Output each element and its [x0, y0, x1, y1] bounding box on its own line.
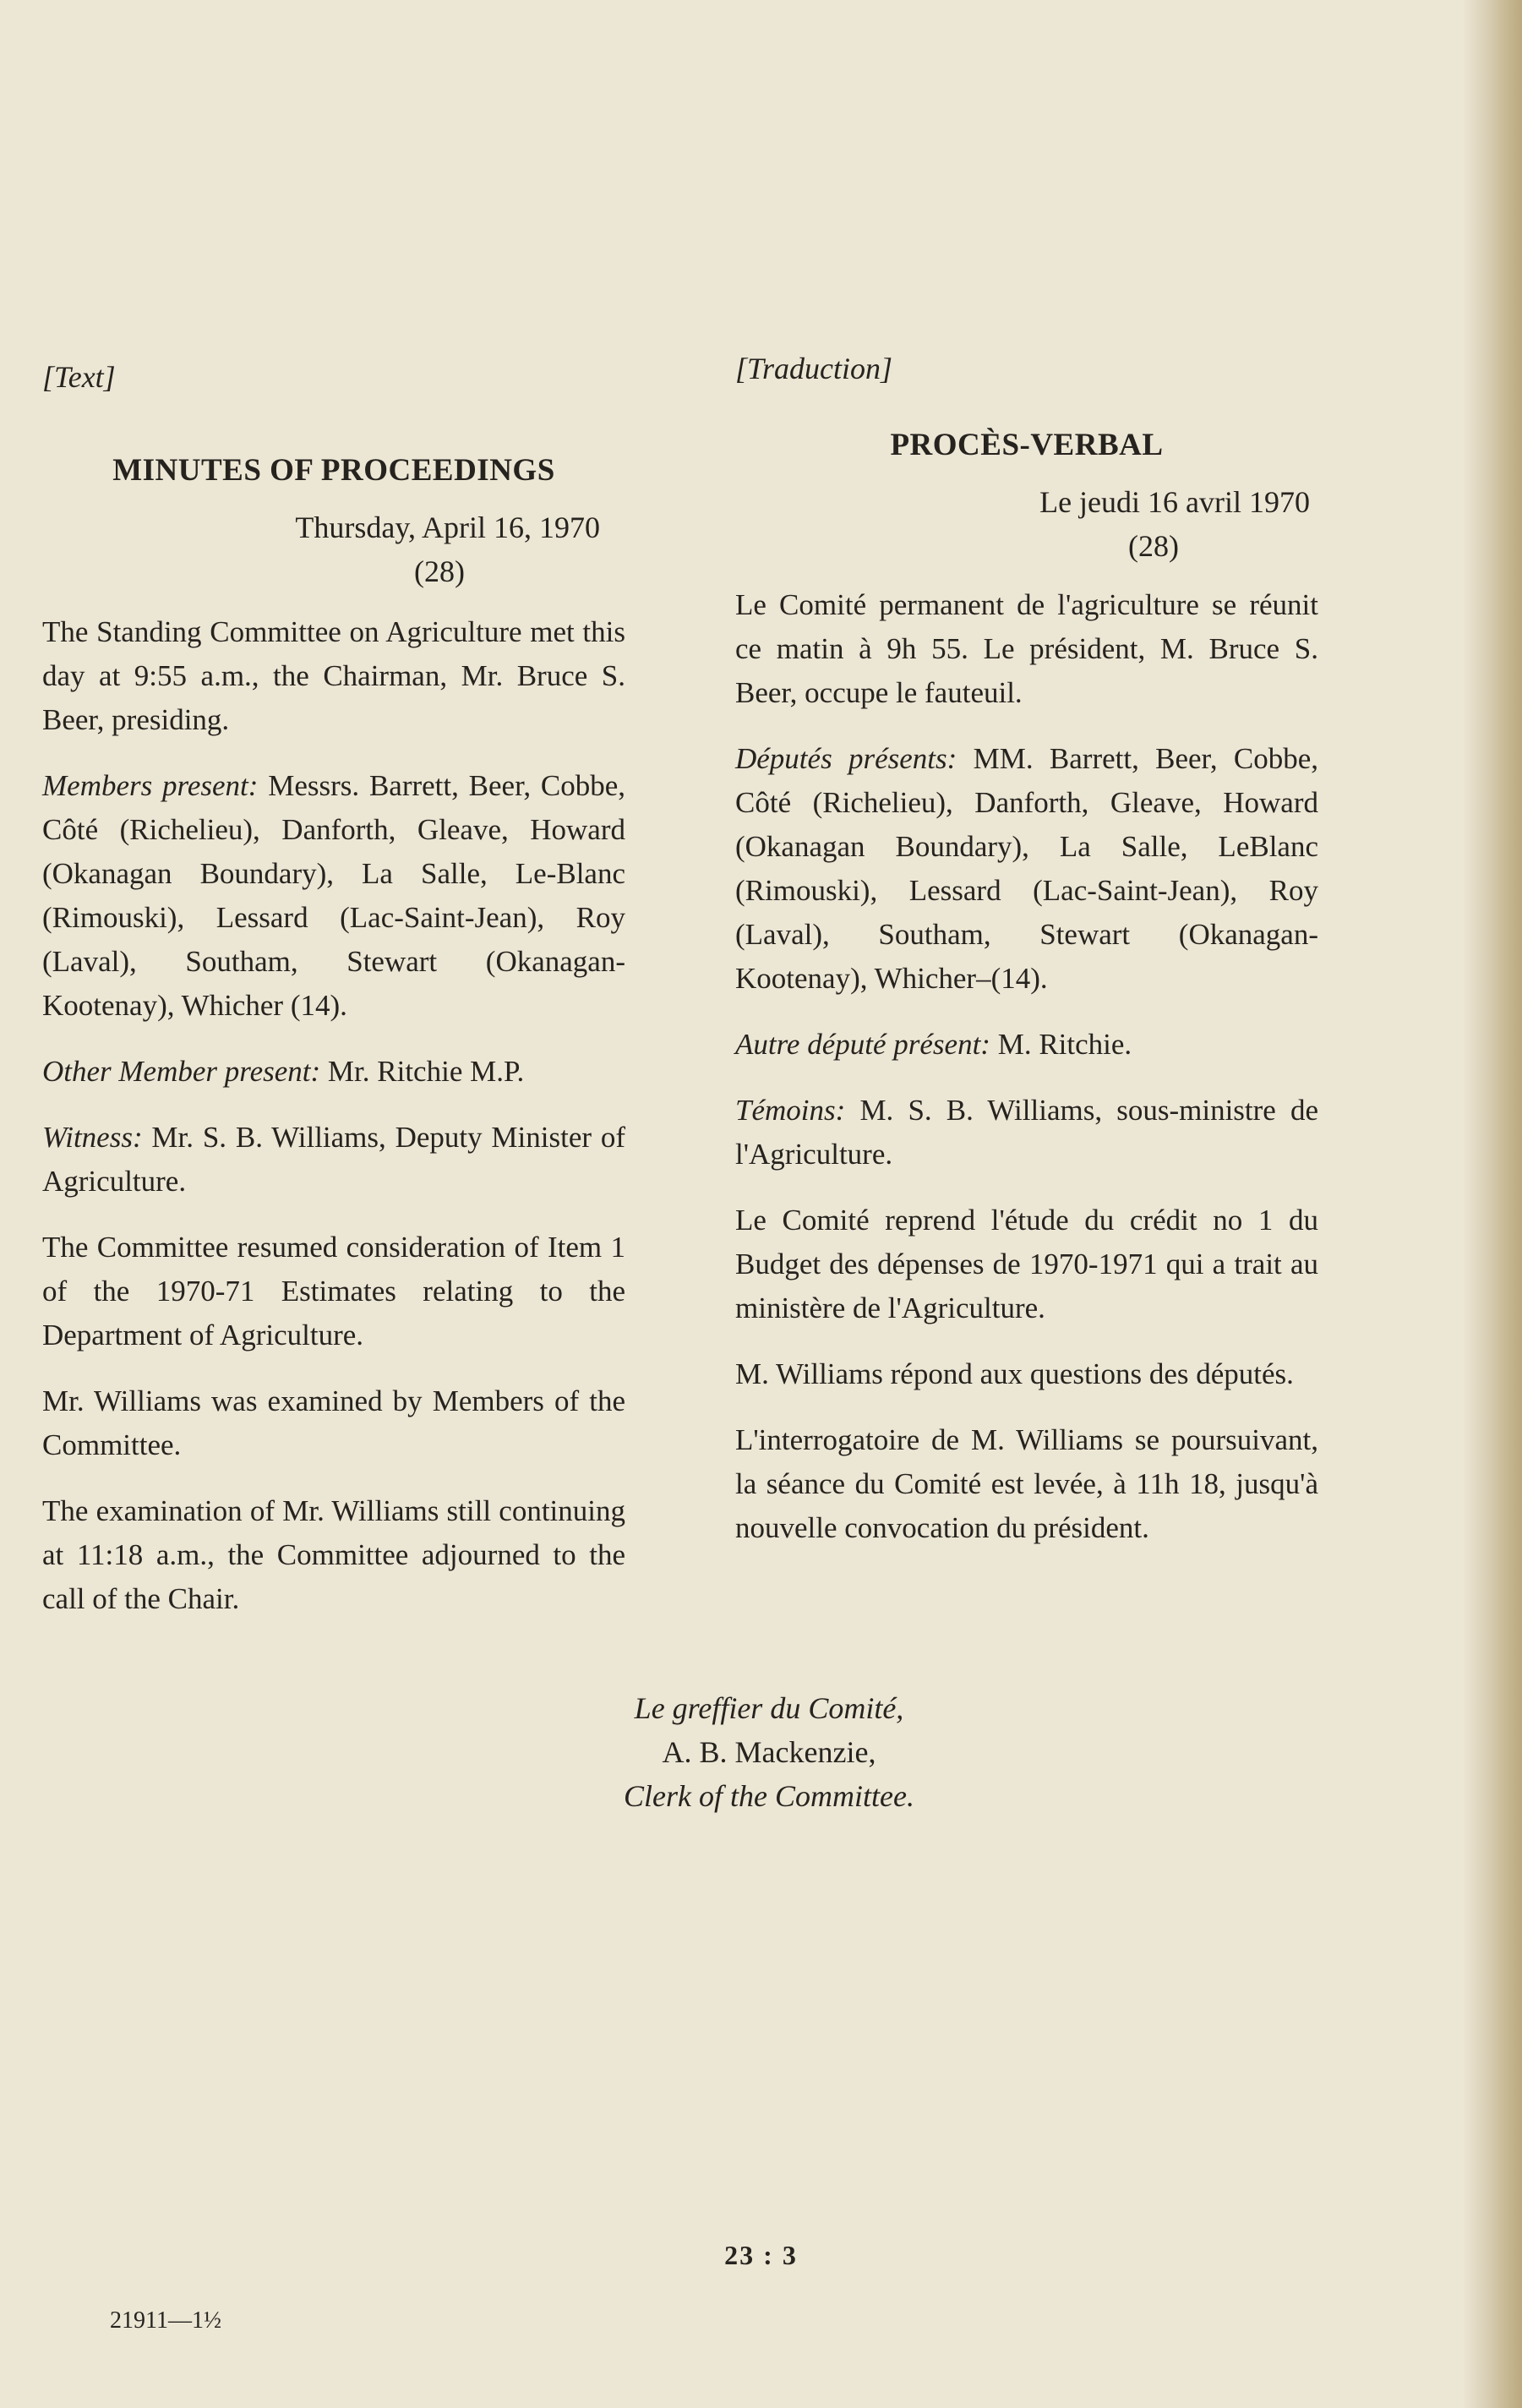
french-members-label: Députés présents: — [735, 742, 957, 775]
signature-clerk-french: Le greffier du Comité, — [634, 1691, 904, 1725]
signature-name: A. B. Mackenzie, — [662, 1735, 876, 1769]
proces-verbal-heading: PROCÈS-VERBAL — [890, 428, 1164, 462]
french-column — [735, 351, 1318, 1550]
other-member-present — [42, 1050, 625, 1094]
resumed-paragraph: The Committee resumed consideration of Item 1 of the 1970-71 Estimates relating to the Department of Agriculture. — [42, 1231, 625, 1351]
page-folio: 23 : 3 — [724, 2240, 798, 2270]
signature-clerk-english: Clerk of the Committee. — [624, 1779, 914, 1813]
french-witness-label: Témoins: — [735, 1094, 846, 1127]
french-resumed-paragraph: Le Comité reprend l'étude du crédit no 1 du Budget des dépenses de 1970-1971 qui a trait au ministère de l'Agriculture. — [735, 1204, 1318, 1324]
other-member-label: Other Member present: — [42, 1055, 321, 1088]
french-witness — [735, 1089, 1318, 1177]
witness-name: Mr. S. B. Williams, Deputy Minister of Agriculture. — [42, 1121, 625, 1198]
french-meeting-number: (28) — [1128, 529, 1179, 563]
french-adjourned-paragraph: L'interrogatoire de M. Williams se poursuivant, la séance du Comité est levée, à 11h 18, jusqu'à nouvelle convocation du président. — [735, 1423, 1318, 1544]
witness-label: Witness: — [42, 1121, 143, 1154]
opening-paragraph: The Standing Committee on Agriculture met this day at 9:55 a.m., the Chairman, Mr. Bruce S. Beer, presiding. — [42, 615, 625, 736]
other-member-name: Mr. Ritchie M.P. — [327, 1055, 525, 1088]
adjourned-paragraph: The examination of Mr. Williams still continuing at 11:18 a.m., the Committee adjourned to the call of the Chair. — [42, 1494, 625, 1615]
minutes-heading: MINUTES OF PROCEEDINGS — [112, 453, 555, 488]
members-list: Messrs. Barrett, Beer, Cobbe, Côté (Richelieu), Danforth, Gleave, Howard (Okanagan Boundary), La Salle, Le-Blanc (Rimouski), Lessard (Lac-Saint-Jean), Roy (Laval), Southam, Stewart (Okanagan-Kootenay), Whicher (14). — [42, 769, 625, 1022]
french-witness-name: M. S. B. Williams, sous-ministre de l'Agriculture. — [735, 1094, 1318, 1171]
signature-block — [558, 1686, 980, 1818]
examined-paragraph: Mr. Williams was examined by Members of the Committee. — [42, 1384, 625, 1461]
french-other-member-name: M. Ritchie. — [997, 1028, 1132, 1061]
page-binding-edge — [1463, 0, 1522, 2408]
french-other-member-label: Autre député présent: — [735, 1028, 990, 1061]
french-other-member — [735, 1023, 1318, 1067]
french-answers-paragraph: M. Williams répond aux questions des députés. — [735, 1357, 1294, 1390]
meeting-number: (28) — [414, 554, 465, 588]
witness — [42, 1116, 625, 1204]
french-members-present — [735, 737, 1318, 1001]
meeting-date: Thursday, April 16, 1970 — [295, 511, 600, 544]
traduction-tag: [Traduction] — [735, 352, 893, 385]
print-code: 21911—1½ — [110, 2307, 221, 2334]
french-members-list: MM. Barrett, Beer, Cobbe, Côté (Richelieu), Danforth, Gleave, Howard (Okanagan Boundary), La Salle, LeBlanc (Rimouski), Lessard (Lac-Saint-Jean), Roy (Laval), Southam, Stewart (Okanagan-Kootenay), Whicher–(14). — [735, 742, 1318, 995]
members-label: Members present: — [42, 769, 259, 802]
text-tag: [Text] — [42, 360, 116, 394]
members-present — [42, 764, 625, 1028]
french-meeting-date: Le jeudi 16 avril 1970 — [1039, 485, 1310, 519]
french-opening-paragraph: Le Comité permanent de l'agriculture se réunit ce matin à 9h 55. Le président, M. Bruce S. Beer, occupe le fauteuil. — [735, 588, 1318, 709]
english-column — [42, 359, 625, 1621]
